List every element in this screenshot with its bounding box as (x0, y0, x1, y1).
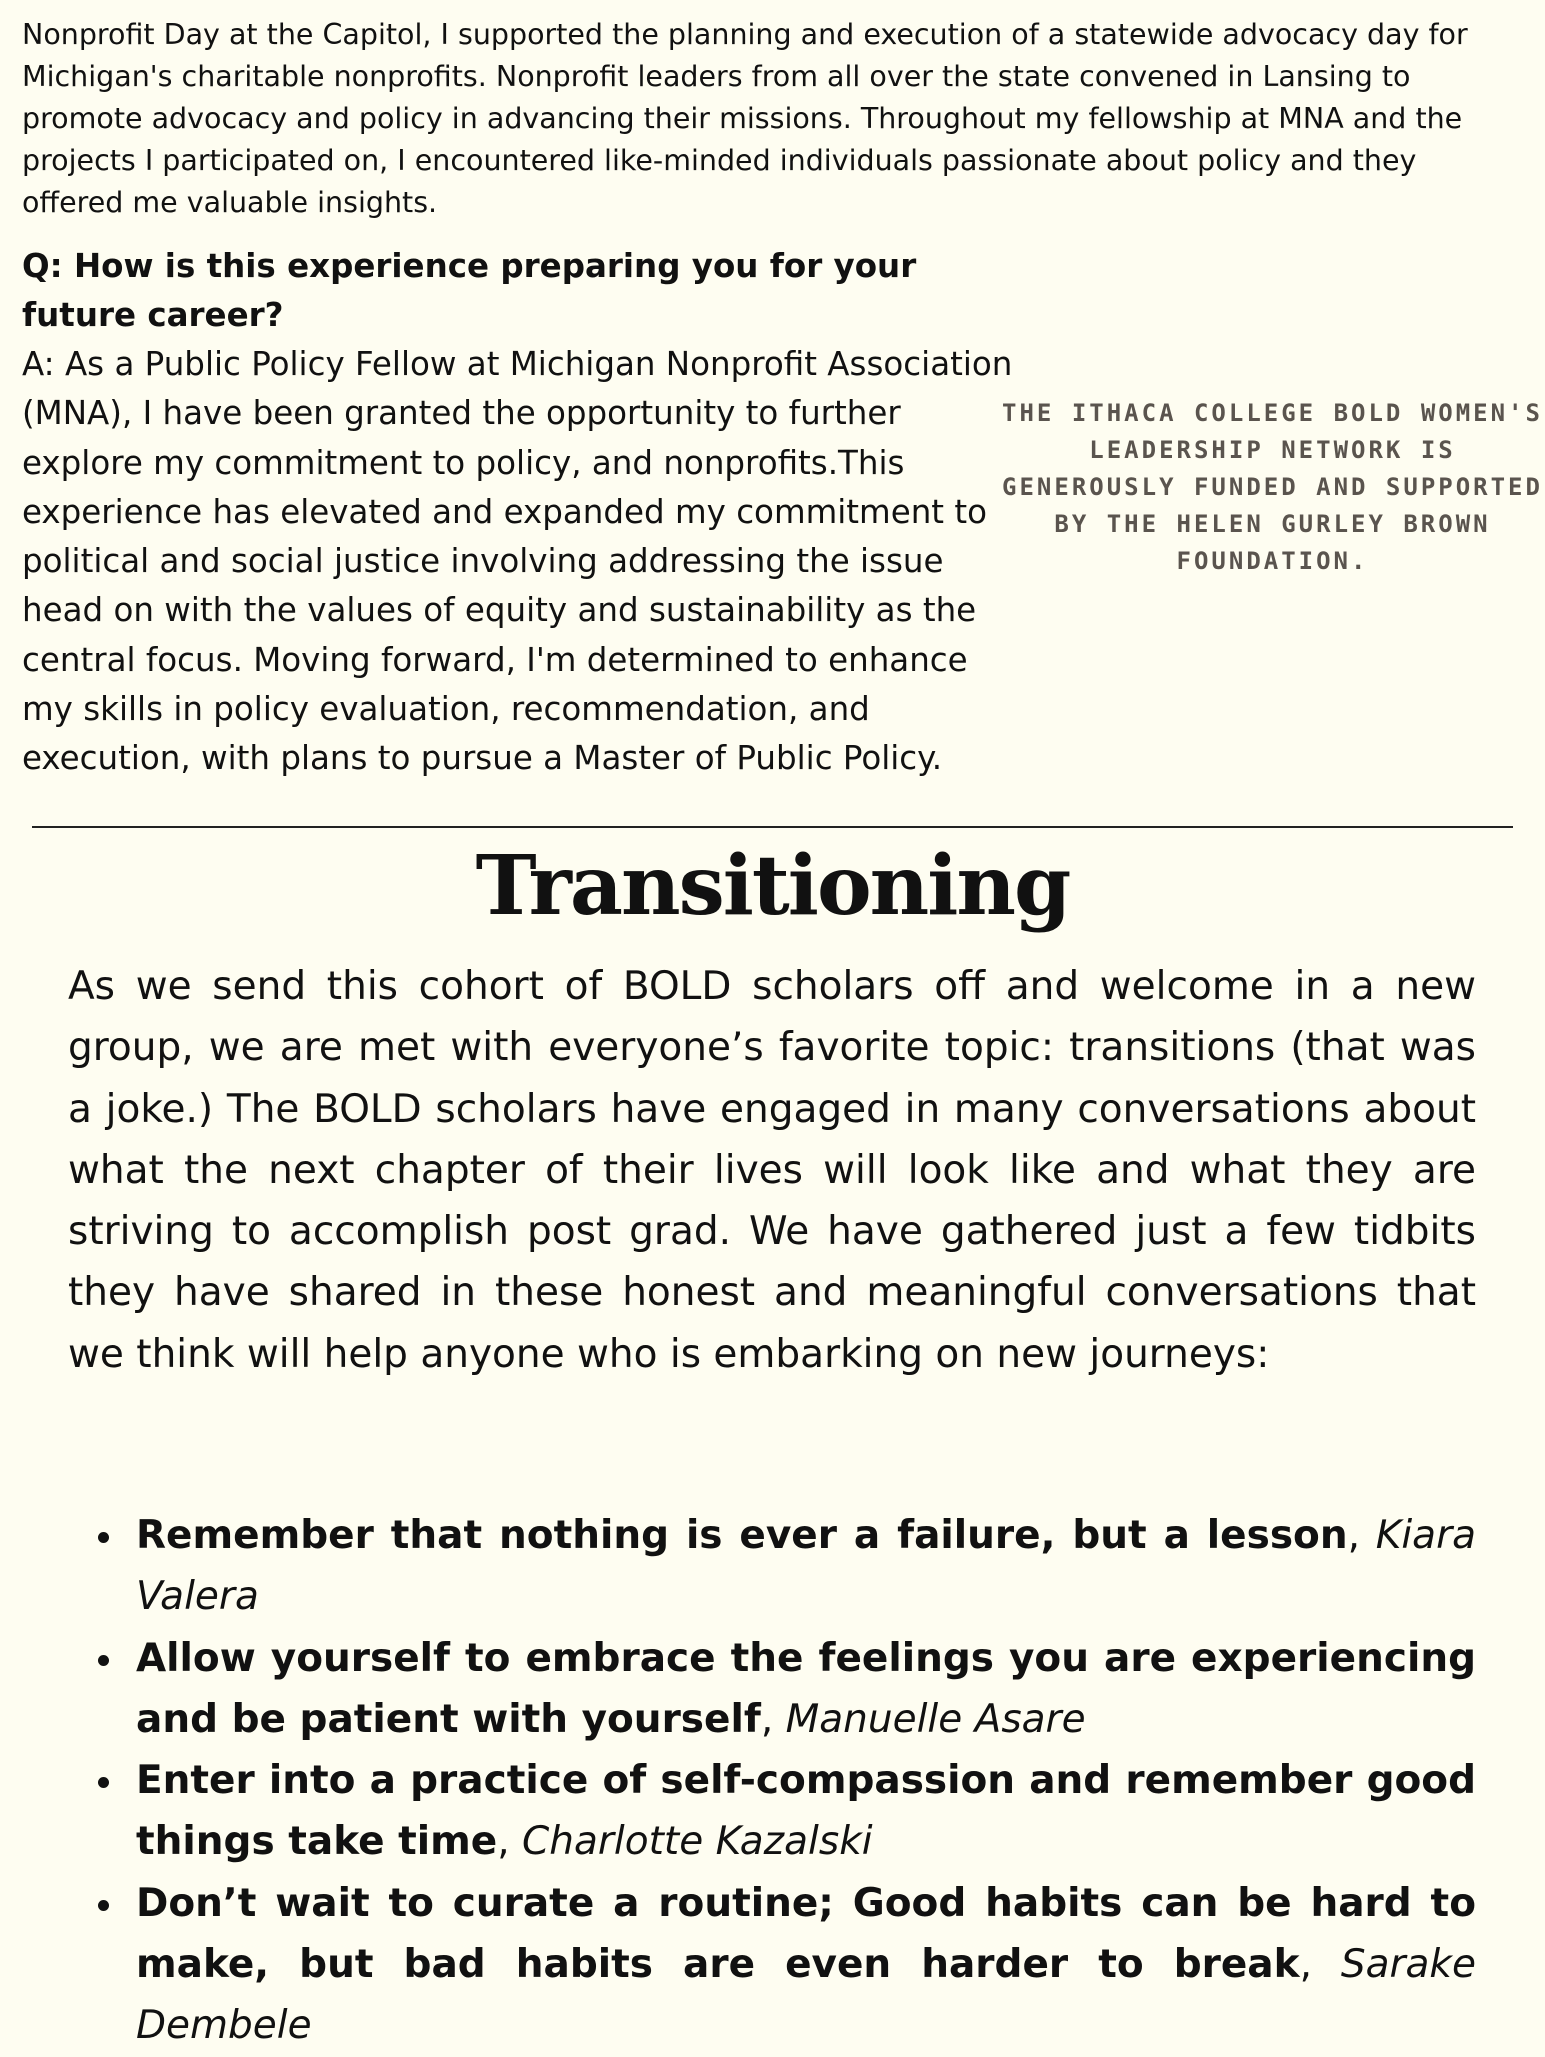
tip-separator: , (760, 1696, 786, 1742)
list-item (136, 1505, 1476, 1628)
section-body-paragraph: As we send this cohort of BOLD scholars off and welcome in a new group, we are met with everyone’s favorite topic: transitions (that was a joke.) The BOLD scholars have engaged in many conversations about what the next chapter of their lives will look like and what they are striving to accomplish post grad. We have gathered just a few tidbits they have shared in these honest and meaningful conversations that we think will help anyone who is embarking on new journeys: (68, 964, 1476, 1377)
list-item (136, 1750, 1476, 1873)
funding-credit: THE ITHACA COLLEGE BOLD WOMEN'S LEADERSHIP NETWORK IS GENEROUSLY FUNDED AND SUPPORTED BY THE HELEN GURLEY BROWN FOUNDATION. (1002, 399, 1543, 575)
intro-paragraph: Nonprofit Day at the Capitol, I supported the planning and execution of a statewide advocacy day for Michigan's charitable nonprofits. Nonprofit leaders from all over the state convened in Lansing to promote advocacy and policy in advancing their missions. Throughout my fellowship at MNA and the projects I participated on, I encountered like-minded individuals passionate about policy and they offered me valuable insights. (22, 18, 1468, 219)
tip-text: Allow yourself to embrace the feelings you are experiencing and be patient with yourself (136, 1635, 1476, 1742)
tip-text: Enter into a practice of self-compassion and remember good things take time (136, 1758, 1476, 1865)
tips-list (68, 1505, 1476, 2057)
tip-separator: , (1347, 1513, 1376, 1558)
list-item (136, 1628, 1476, 1751)
answer-paragraph: A: As a Public Policy Fellow at Michigan Nonprofit Association (MNA), I have been granted the opportunity to further explore my commitment to policy, and nonprofits.This experience has elevated and expanded my commitment to political and social justice involving addressing the issue head on with the values of equity and sustainability as the central focus. Moving forward, I'm determined to enhance my skills in policy evaluation, recommendation, and execution, with plans to pursue a Master of Public Policy. (22, 345, 1013, 778)
tip-author: Manuelle Asare (785, 1696, 1086, 1742)
section-divider (32, 826, 1513, 828)
tip-author: Sarake Dembele (136, 1942, 1477, 2049)
tip-author: Charlotte Kazalski (522, 1819, 873, 1865)
tip-separator: , (1299, 1942, 1341, 1988)
tip-separator: , (497, 1819, 523, 1865)
question-heading: Q: How is this experience preparing you for your future career? (22, 247, 917, 334)
section-title: Transitioning (475, 838, 1070, 934)
tip-text: Don’t wait to curate a routine; Good habits can be hard to make, but bad habits are even harder to break (136, 1880, 1476, 1988)
tip-text: Remember that nothing is ever a failure, but a lesson (136, 1513, 1348, 1558)
list-item (136, 1873, 1476, 2057)
tip-author: Kiara Valera (136, 1513, 1477, 1620)
qa-section (22, 242, 1022, 784)
